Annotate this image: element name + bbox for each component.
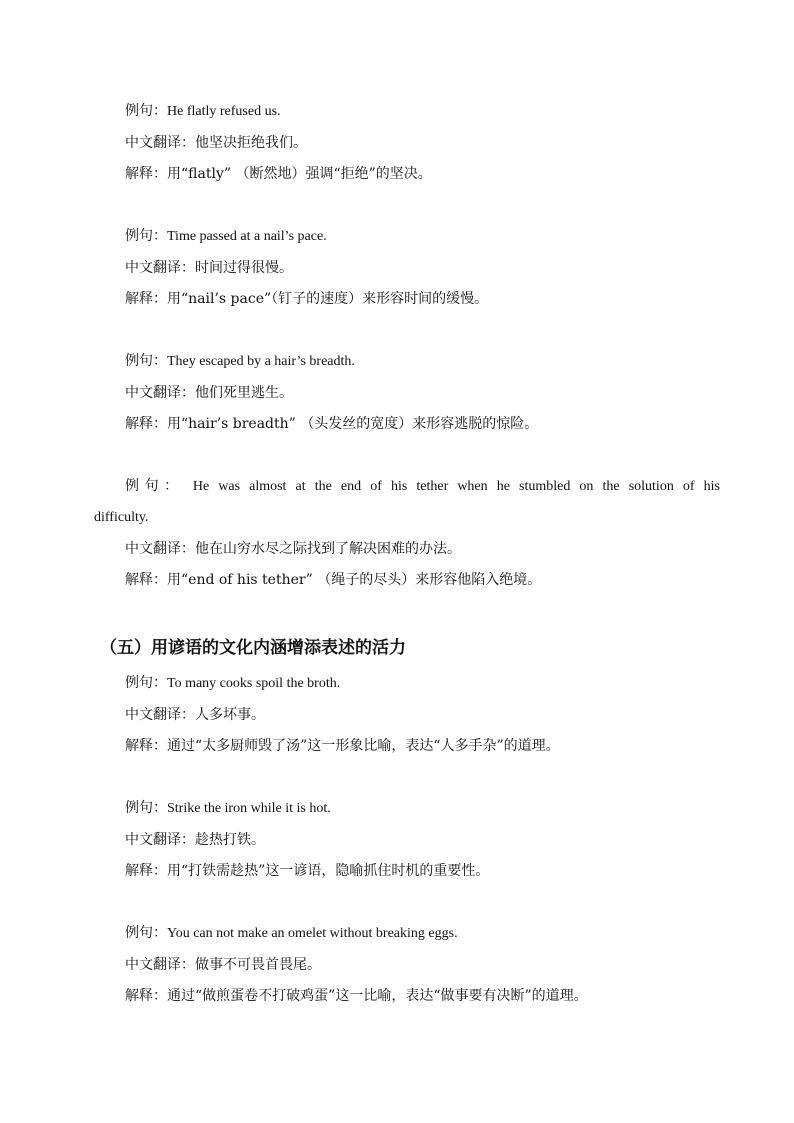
section-heading: （五）用谚语的文化内涵增添表述的活力 [100, 638, 406, 658]
explanation: 解释：通过“做煎蛋卷不打破鸡蛋”这一比喻，表达“做事要有决断”的道理。 [125, 988, 588, 1004]
chinese-translation: 中文翻译：做事不可畏首畏尾。 [125, 957, 321, 973]
example-sentence: 例句： He was almost at the end of his tether when he stumbled on the solution of his [125, 479, 720, 494]
example-sentence-continuation: difficulty. [94, 510, 149, 525]
chinese-translation: 中文翻译：时间过得很慢。 [125, 260, 293, 276]
example-sentence: 例句：You can not make an omelet without breaking eggs. [125, 926, 458, 941]
chinese-translation: 中文翻译：人多坏事。 [125, 707, 265, 723]
chinese-translation: 中文翻译：他们死里逃生。 [125, 385, 293, 401]
example-sentence: 例句：They escaped by a hair’s breadth. [125, 354, 355, 369]
chinese-translation: 中文翻译：他在山穷水尽之际找到了解决困难的办法。 [125, 541, 461, 557]
example-sentence: 例句：He flatly refused us. [125, 104, 281, 119]
chinese-translation: 中文翻译：他坚决拒绝我们。 [125, 135, 307, 151]
explanation: 解释：用“hair’s breadth” （头发丝的宽度）来形容逃脱的惊险。 [125, 416, 539, 432]
chinese-translation: 中文翻译：趁热打铁。 [125, 832, 265, 848]
example-sentence: 例句：To many cooks spoil the broth. [125, 676, 341, 691]
explanation: 解释：通过“太多厨师毁了汤”这一形象比喻，表达“人多手杂”的道理。 [125, 738, 560, 754]
explanation: 解释：用“打铁需趁热”这一谚语，隐喻抓住时机的重要性。 [125, 863, 490, 879]
explanation: 解释：用“end of his tether” （绳子的尽头）来形容他陷入绝境。 [125, 572, 542, 588]
explanation: 解释：用“flatly” （断然地）强调“拒绝”的坚决。 [125, 166, 432, 182]
explanation: 解释：用“nail’s pace”（钉子的速度）来形容时间的缓慢。 [125, 291, 489, 307]
example-sentence: 例句：Strike the iron while it is hot. [125, 801, 331, 816]
example-sentence: 例句：Time passed at a nail’s pace. [125, 229, 327, 244]
